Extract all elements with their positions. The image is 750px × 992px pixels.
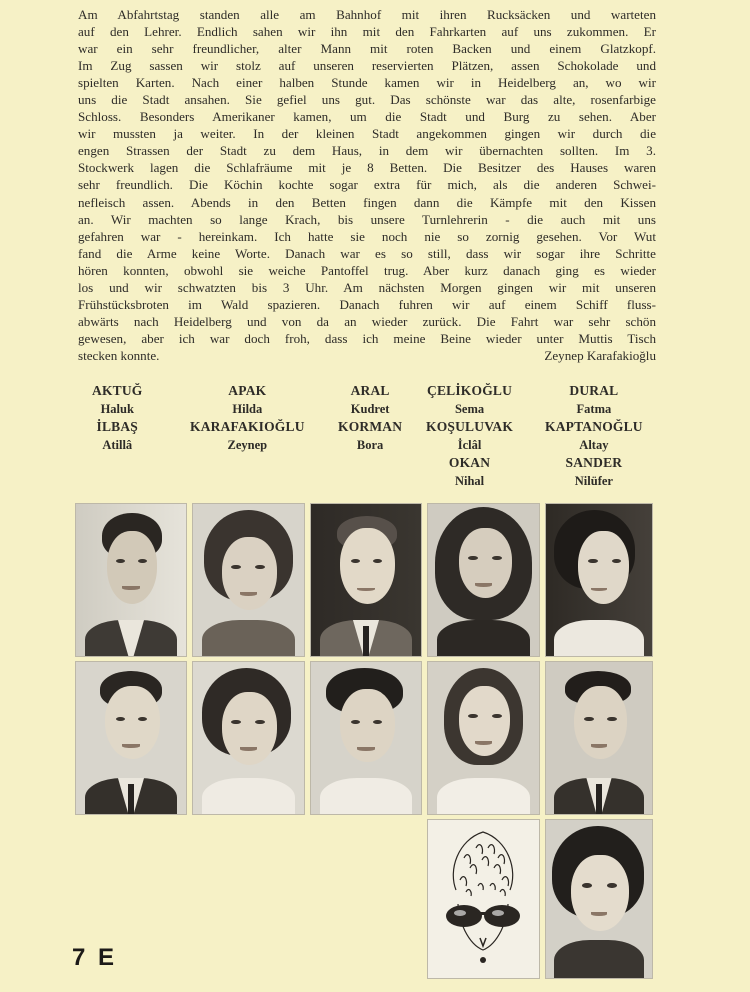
- article-line: auf den Lehrer. Endlich sahen wir ihn mit den Fahrkarten auf uns zukommen. Er: [78, 24, 656, 40]
- names-column-4: [426, 382, 513, 490]
- article-line: gefahren war - hereinkam. Ich hatte sie noch nie so zornig gesehen. Vor Wut: [78, 228, 656, 244]
- student-surname: OKAN: [448, 455, 491, 470]
- names-column-3: [338, 382, 402, 454]
- names-column-2: [190, 382, 305, 454]
- names-column-1: [92, 382, 143, 454]
- student-given-name: İclâl: [457, 438, 482, 452]
- student-photo: [310, 503, 422, 657]
- student-given-name: Nihal: [454, 474, 485, 488]
- article-line: wir mussten ja weiter. In der kleinen Stadt angekommen gingen wir durch die: [78, 126, 656, 142]
- student-photo: [192, 503, 305, 657]
- student-surname: AKTUĞ: [92, 383, 143, 398]
- student-given-name: Altay: [579, 438, 609, 452]
- student-photo: [427, 503, 540, 657]
- article-text: [78, 6, 656, 364]
- article-line: fand die Arme keine Worte. Danach war es so still, dass wir sogar ihre Schritte: [78, 245, 656, 261]
- student-photo: [545, 819, 653, 979]
- student-surname: SANDER: [565, 455, 623, 470]
- article-line-last: [78, 347, 656, 364]
- article-line: nefleisch assen. Abends in den Betten fingen dann die Kämpfe mit den Kissen: [78, 194, 656, 210]
- student-given-name: Zeynep: [227, 438, 268, 452]
- author-signature: Zeynep Karafakioğlu: [544, 347, 656, 363]
- article-line: Im Zug sassen wir stolz auf unseren reservierten Plätzen, assen Schokolade und: [78, 58, 656, 74]
- student-photo: [192, 661, 305, 815]
- names-column-5: [545, 382, 643, 490]
- student-given-name: Hilda: [232, 402, 263, 416]
- student-surname: APAK: [228, 383, 267, 398]
- article-line: Stockwerk lagen die Schlafräume mit je 8 Betten. Die Besitzer des Hauses waren: [78, 160, 656, 176]
- article-line: gewesen, aber ich war doch froh, dass ich meine Beine wieder unter Muttis Tisch: [78, 330, 656, 346]
- article-line: spielten Karten. Nach einer halben Stunde kamen wir in Heidelberg an, wo wir: [78, 75, 656, 91]
- student-photo: [545, 661, 653, 815]
- student-surname: ÇELİKOĞLU: [427, 383, 513, 398]
- student-surname: KORMAN: [338, 419, 403, 434]
- student-surname: KAPTANOĞLU: [545, 419, 643, 434]
- student-surname: İLBAŞ: [96, 419, 139, 434]
- student-photo: [75, 661, 187, 815]
- article-line: Schloss. Besonders Amerikaner kamen, um die Stadt und Burg zu sehen. Aber: [78, 109, 656, 125]
- page-number: 7 E: [72, 944, 118, 971]
- student-photo: [427, 661, 540, 815]
- article-line: sehr freundlich. Die Köchin kochte sogar extra für mich, als die anderen Schwei-: [78, 177, 656, 193]
- article-line: hören konnten, obwohl sie weiche Pantoffel trug. Aber kurz danach ging es wieder: [78, 262, 656, 278]
- student-photo: [75, 503, 187, 657]
- article-line: Frühstücksbroten im Wald spazieren. Danach fuhren wir auf einem Schiff fluss-: [78, 296, 656, 312]
- article-line: engen Strassen der Stadt zu dem Haus, in dem wir übernachten sollten. Im 3.: [78, 143, 656, 159]
- article-line: war ein sehr freundlicher, alter Mann mit roten Backen und einem Glatzkopf.: [78, 41, 656, 57]
- student-photo: [310, 661, 422, 815]
- article-line: uns die Stadt ansahen. Sie gefiel uns gut. Das schönste war das alte, rosenfarbige: [78, 92, 656, 108]
- student-surname: KOŞULUVAK: [426, 419, 514, 434]
- student-given-name: Kudret: [350, 402, 390, 416]
- student-given-name: Nilüfer: [574, 474, 613, 488]
- student-given-name: Haluk: [100, 402, 134, 416]
- student-given-name: Fatma: [576, 402, 612, 416]
- student-given-name: Atillâ: [102, 438, 133, 452]
- student-surname: KARAFAKIOĞLU: [190, 419, 305, 434]
- student-photo: [545, 503, 653, 657]
- article-line: abwärts nach Heidelberg und von da an wieder zurück. Die Fahrt war sehr schön: [78, 313, 656, 329]
- article-line: stecken konnte.: [78, 347, 160, 363]
- caricature-drawing: [427, 819, 540, 979]
- article-line: los und wir schwatzten bis 3 Uhr. Am nächsten Morgen gingen wir mit unseren: [78, 279, 656, 295]
- student-surname: DURAL: [569, 383, 619, 398]
- article-line: an. Wir machten so lange Krach, bis unsere Turnlehrerin - die auch mit uns: [78, 211, 656, 227]
- student-given-name: Sema: [454, 402, 485, 416]
- article-line: Am Abfahrtstag standen alle am Bahnhof mit ihren Rucksäcken und warteten: [78, 7, 656, 22]
- student-surname: ARAL: [350, 383, 390, 398]
- student-given-name: Bora: [356, 438, 384, 452]
- caricature-glasses-icon: [428, 820, 539, 978]
